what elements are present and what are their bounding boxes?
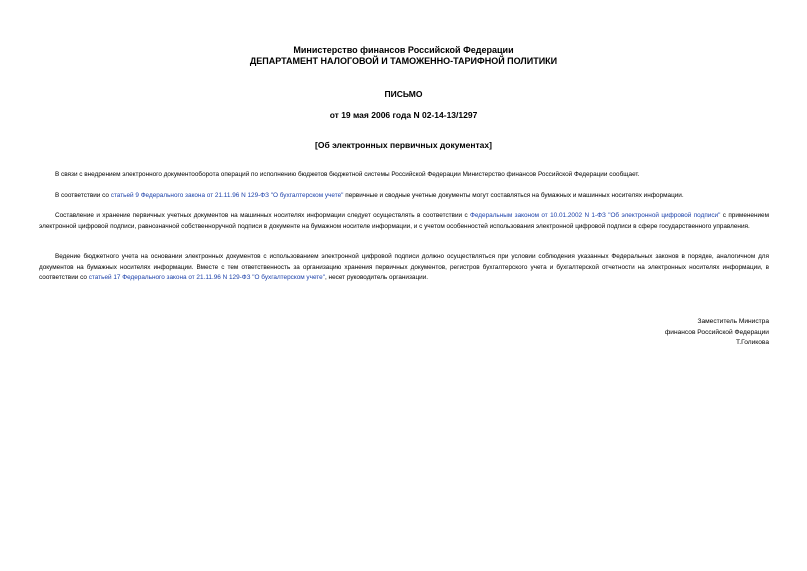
signatory-title: Заместитель Министра bbox=[697, 318, 769, 325]
letter-header bbox=[0, 45, 807, 67]
ministry-name: Министерство финансов Российской Федерации bbox=[293, 45, 514, 55]
paragraph-text: Составление и хранение первичных учетных документов на машинных носителях информации следует осуществлять в соответствии с bbox=[55, 212, 471, 219]
law-link-article-17[interactable]: статьей 17 Федерального закона от 21.11.96 N 129-ФЗ "О бухгалтерском учете" bbox=[88, 274, 325, 281]
paragraph-intro bbox=[39, 170, 769, 181]
document-type: ПИСЬМО bbox=[384, 89, 423, 99]
paragraph-text: первичные и сводные учетные документы могут составляться на бумажных и машинных носителях информации. bbox=[343, 192, 684, 199]
signatory-name: Т.Голикова bbox=[735, 339, 769, 346]
law-link-article-9[interactable]: статьей 9 Федерального закона от 21.11.96 N 129-ФЗ "О бухгалтерском учете" bbox=[110, 192, 344, 199]
paragraph-text: Ведение бюджетного учета на основании электронных документов с использованием электронной цифровой подписи должно осуществляться при условии соблюдения указанных Федеральных законов в порядке, аналогичном для документов на бумажных носителях информации. Вместе с тем ответственность за организацию хранения первичных документов, регистров бухгалтерского учета и бухгалтерской отчетности на электронных носителях информации, в соответствии со bbox=[39, 253, 769, 281]
paragraph-text: В связи с внедрением электронного документооборота операций по исполнению бюджетов бюджетной системы Российской Федерации Министерство финансов Российской Федерации сообщает. bbox=[55, 171, 640, 178]
department-name: ДЕПАРТАМЕНТ НАЛОГОВОЙ И ТАМОЖЕННО-ТАРИФНОЙ ПОЛИТИКИ bbox=[249, 56, 558, 66]
paragraph-text: , несет руководитель организации. bbox=[324, 274, 429, 281]
law-link-digital-signature[interactable]: Федеральным законом от 10.01.2002 N 1-ФЗ "Об электронной цифровой подписи" bbox=[470, 212, 721, 219]
signature-block bbox=[665, 317, 769, 349]
signatory-organization: финансов Российской Федерации bbox=[664, 328, 769, 336]
paragraph-digital-signature bbox=[39, 211, 769, 232]
document-subject: [Об электронных первичных документах] bbox=[315, 140, 492, 150]
paragraph-article-9 bbox=[39, 191, 769, 202]
paragraph-text: с применением электронной цифровой подписи, равнозначной собственноручной подписи в документе на бумажном носителе информации, и с учетом особенностей использования электронной цифровой подписи в сфере государственного управления. bbox=[39, 212, 769, 230]
document-date-number: от 19 мая 2006 года N 02-14-13/1297 bbox=[329, 110, 478, 120]
paragraph-text: В соответствии со bbox=[55, 192, 111, 199]
paragraph-budget-accounting bbox=[39, 252, 769, 284]
